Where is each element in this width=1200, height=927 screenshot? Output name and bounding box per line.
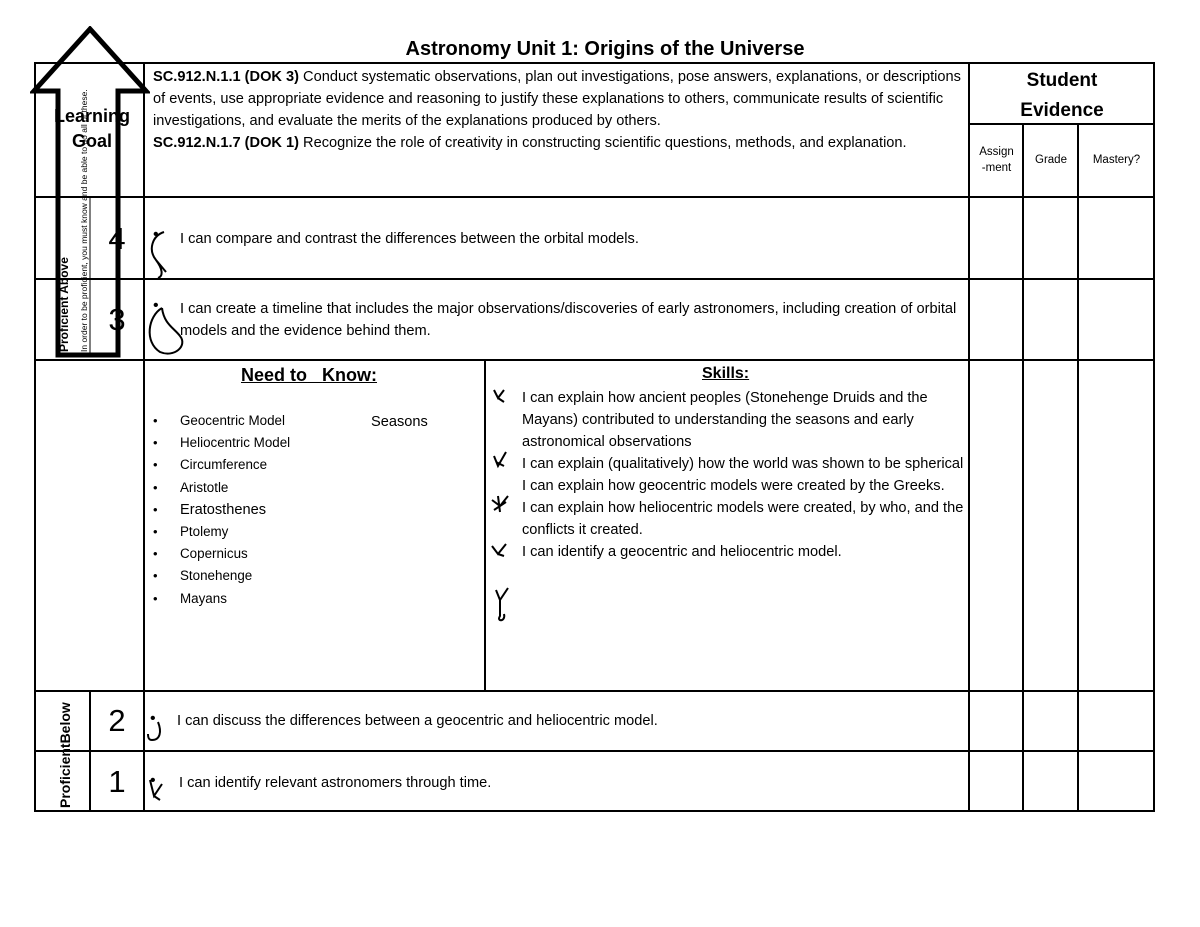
skills-handwritten-checks-icon xyxy=(488,386,518,626)
page-title: Astronomy Unit 1: Origins of the Universe xyxy=(405,38,805,60)
list-item: • Ptolemy xyxy=(153,521,290,543)
level-1-number: 1 xyxy=(108,764,126,799)
level-3-text: I can create a timeline that includes the major observations/discoveries of early astronomers, including creation of orbital models and the evidence behind them. xyxy=(180,301,957,339)
need-to-know-extra: Seasons xyxy=(371,414,428,430)
level-3-handwritten-mark-icon xyxy=(144,302,184,358)
level-4-bullet: • xyxy=(153,226,159,243)
need-to-know-title: Need to Know: xyxy=(241,365,378,385)
level-4-text: I can compare and contrast the differences between the orbital models. xyxy=(180,231,639,247)
proficient-above-label: Proficient Above xyxy=(57,257,71,352)
level-2-number: 2 xyxy=(108,703,126,738)
col-header-mastery: Mastery? xyxy=(1092,154,1141,166)
learning-goal-label: Learning Goal xyxy=(53,106,130,151)
standard-1: SC.912.N.1.1 (DOK 3) Conduct systematic observations, plan out investigations, pose answers, explanations, or descriptions of events, use appropriate evidence and reasoning to justify these explanations to others, communicate results of scientific investigations, and evaluate the merits of the explanations produced by others. xyxy=(153,69,961,129)
col-header-grade: Grade xyxy=(1035,154,1067,166)
level-1-bullet: • xyxy=(150,772,156,789)
standards-text xyxy=(153,66,963,154)
list-item: I can explain how heliocentric models were created, by who, and the conflicts it created. xyxy=(522,500,964,538)
level-4-handwritten-mark-icon xyxy=(144,226,180,282)
list-item: I can explain (qualitatively) how the world was shown to be spherical xyxy=(522,456,964,472)
list-item: • Mayans xyxy=(153,588,290,610)
level-4-number: 4 xyxy=(108,221,126,256)
level-3-bullet: • xyxy=(153,297,159,314)
list-item: • Copernicus xyxy=(153,543,290,565)
list-item: I can identify a geocentric and heliocentric model. xyxy=(522,544,842,560)
skills-title: Skills: xyxy=(702,365,750,382)
list-item: • Aristotle xyxy=(153,477,290,499)
student-evidence-title: Student Evidence xyxy=(1020,70,1104,121)
level-1-text: I can identify relevant astronomers through time. xyxy=(179,775,492,791)
level-2-text: I can discuss the differences between a geocentric and heliocentric model. xyxy=(177,713,658,729)
list-item: • Geocentric Model xyxy=(153,410,290,432)
need-to-know-list xyxy=(153,410,290,610)
arrow-instruction-text: In order to be proficient, you must know and be able to do all of these. xyxy=(79,89,89,352)
list-item: • Circumference xyxy=(153,454,290,476)
level-3-number: 3 xyxy=(108,302,126,337)
proficient-below-label: ProficientBelow xyxy=(57,702,73,808)
list-item: I can explain how ancient peoples (Stonehenge Druids and the Mayans) contributed to understanding the seasons and early astronomical observations xyxy=(522,390,928,450)
list-item: I can explain how geocentric models were created by the Greeks. xyxy=(522,478,945,494)
skills-list xyxy=(522,387,964,563)
level-2-handwritten-mark-icon xyxy=(144,718,168,746)
level-2-bullet: • xyxy=(150,710,156,727)
standard-2: SC.912.N.1.7 (DOK 1) Recognize the role of creativity in constructing scientific questions, methods, and explanation. xyxy=(153,135,907,151)
col-header-assignment: Assign -ment xyxy=(979,146,1014,174)
level-1-handwritten-mark-icon xyxy=(144,776,168,804)
list-item: • Heliocentric Model xyxy=(153,432,290,454)
list-item: • Eratosthenes xyxy=(153,499,290,521)
list-item: • Stonehenge xyxy=(153,565,290,587)
